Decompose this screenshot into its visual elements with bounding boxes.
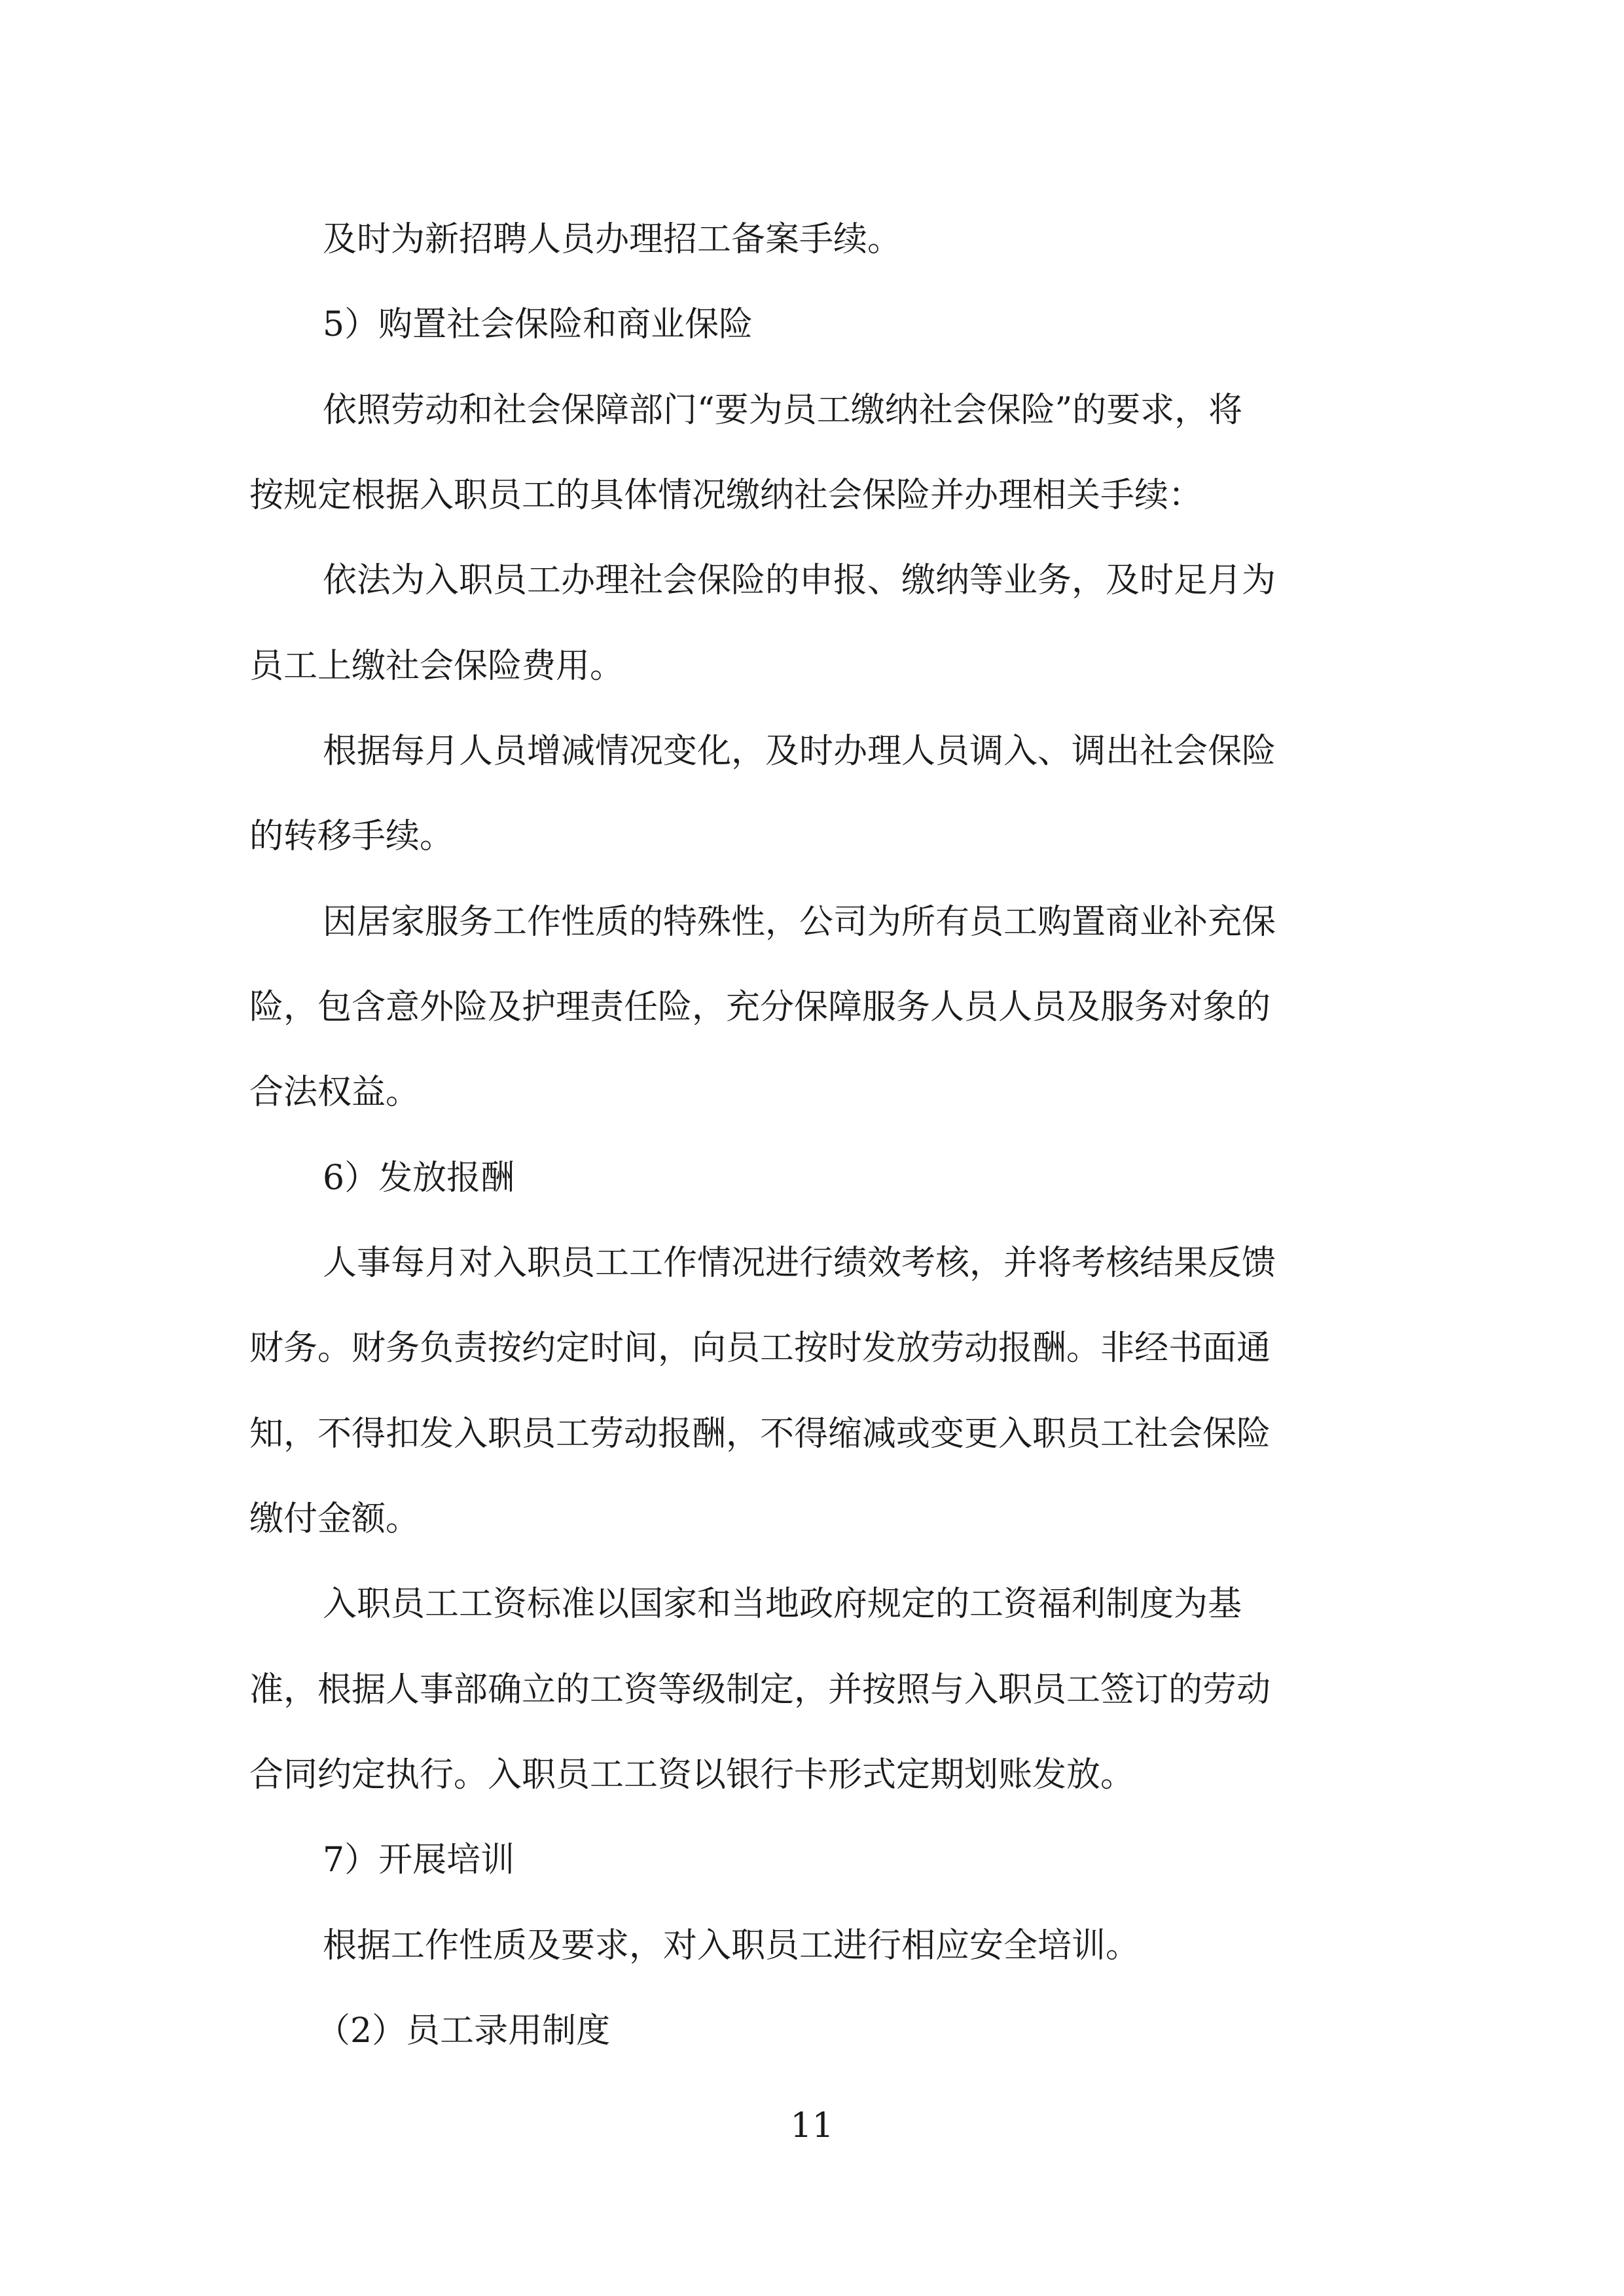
text-line-10: 险，包含意外险及护理责任险，充分保障服务人员人员及服务对象的: [249, 988, 1271, 1027]
text-line-5: 依法为入职员工办理社会保险的申报、缴纳等业务，及时足月为: [323, 561, 1276, 600]
text-line-16: 缴付金额。: [249, 1499, 420, 1539]
section-heading-insurance: 5）购置社会保险和商业保险: [323, 305, 753, 344]
text-line-9: 因居家服务工作性质的特殊性，公司为所有员工购置商业补充保: [323, 903, 1276, 942]
text-line-11: 合法权益。: [249, 1073, 420, 1112]
text-line-15: 知，不得扣发入职员工劳动报酬，不得缩减或变更入职员工社会保险: [249, 1414, 1271, 1454]
section-heading-pay: 6）发放报酬: [323, 1158, 515, 1198]
section-heading-hiring: （2）员工录用制度: [316, 2011, 611, 2051]
text-line-6: 员工上缴社会保险费用。: [249, 647, 624, 686]
text-line-18: 准，根据人事部确立的工资等级制定，并按照与入职员工签订的劳动: [249, 1670, 1271, 1710]
text-line-3: 依照劳动和社会保障部门“要为员工缴纳社会保险”的要求，将: [323, 391, 1243, 430]
text-line-17: 入职员工工资标准以国家和当地政府规定的工资福利制度为基: [323, 1585, 1242, 1624]
text-line-13: 人事每月对入职员工工作情况进行绩效考核，并将考核结果反馈: [323, 1244, 1276, 1283]
text-line-8: 的转移手续。: [249, 817, 454, 856]
text-line-4: 按规定根据入职员工的具体情况缴纳社会保险并办理相关手续：: [249, 476, 1203, 515]
text-line-7: 根据每月人员增减情况变化，及时办理人员调入、调出社会保险: [323, 732, 1276, 771]
text-line-19: 合同约定执行。入职员工工资以银行卡形式定期划账发放。: [249, 1755, 1135, 1795]
section-heading-training: 7）开展培训: [323, 1840, 515, 1880]
page-number: 11: [790, 2106, 834, 2145]
text-line-1: 及时为新招聘人员办理招工备案手续。: [323, 220, 902, 259]
text-line-21: 根据工作性质及要求，对入职员工进行相应安全培训。: [323, 1926, 1140, 1965]
text-line-14: 财务。财务负责按约定时间，向员工按时发放劳动报酬。非经书面通: [249, 1329, 1271, 1368]
